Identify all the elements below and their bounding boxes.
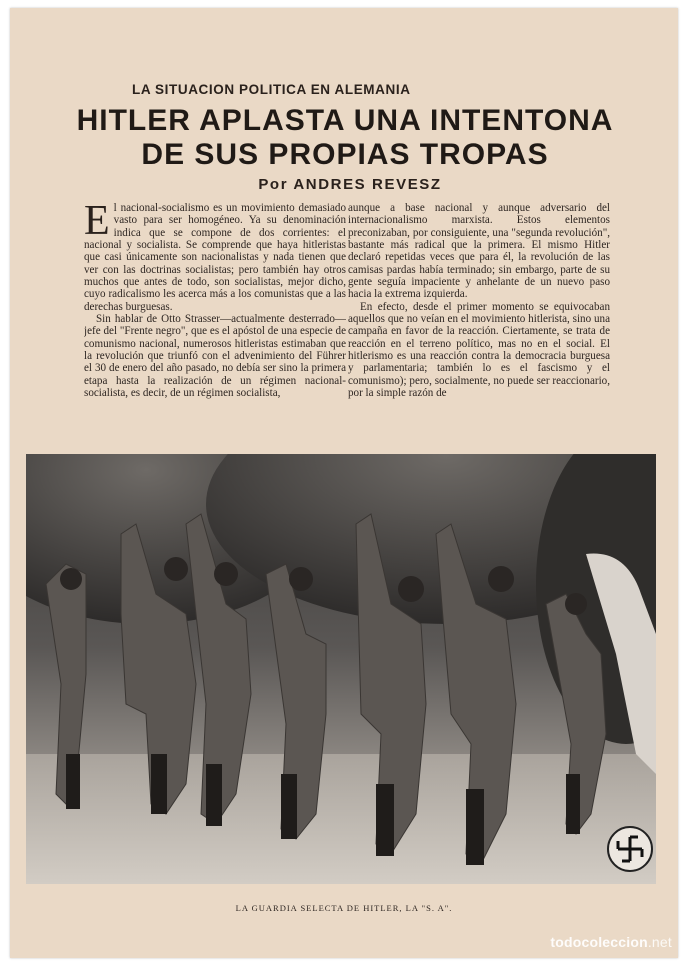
- article-column-right: [348, 202, 610, 448]
- paragraph-4: En efecto, desde el primer momento se equivocaban aquellos que no veían en el movimiento hitlerista, sino una campaña en favor de la reacción. Ciertamente, se trata de reacción en el terreno político, mas no en el social. El hitlerismo es una reacción contra la democracia burguesa y parlamentaria; también lo es el fascismo y el comunismo); pero, socialmente, no puede ser reaccionario, por la simple razón de: [348, 300, 610, 400]
- byline: Por ANDRES REVESZ: [258, 176, 442, 193]
- photo-caption: LA GUARDIA SELECTA DE HITLER, LA "S. A".: [235, 903, 453, 913]
- article-kicker: LA SITUACION POLITICA EN ALEMANIA: [132, 82, 411, 97]
- drop-cap: E: [84, 202, 110, 244]
- headline-line-1: HITLER APLASTA UNA INTENTONA: [76, 104, 614, 137]
- paragraph-1: El nacional-socialismo es un movimiento demasiado vasto para ser homogéneo. Ya su denominación indica que se compone de dos corrientes: el nacional y socialista. Se comprende que haya hitleristas que casi únicamente son nacionalistas y nada tienen que ver con las doctrinas socialistas; pero también hay otros muchos que antes de todo, son socialistas, mejor dicho, cuyo radicalismo les acerca más a los comunistas que a las derechas burguesas.: [84, 202, 346, 313]
- paragraph-3: aunque a base nacional y aunque adversario del internacionalismo marxista. Estos elementos preconizaban, por consiguiente, una "segunda revolución", bastante más radical que la primera. El mismo Hitler declaró repetidas veces que para él, la revolución de las camisas pardas había terminado; sin embargo, parte de su gente seguía impaciente y anhelante de un nuevo paso hacia la extrema izquierda.: [348, 202, 610, 301]
- parade-photo: [26, 454, 656, 884]
- article-column-left: [84, 202, 346, 448]
- paragraph-2: Sin hablar de Otto Strasser—actualmente desterrado—jefe del "Frente negro", que es el apóstol de una especie de comunismo nacional, numerosos hitleristas estimaban que la revolución que triunfó con el advenimiento del Führer el 30 de enero del año pasado, no debía ser sino la primera etapa hasta la realización de un régimen nacional-socialista, es decir, de un régimen socialista,: [84, 313, 346, 400]
- parade-photo-illustration: [26, 454, 656, 884]
- headline-line-2: DE SUS PROPIAS TROPAS: [141, 138, 549, 171]
- site-watermark: todocoleccion.net: [550, 934, 672, 950]
